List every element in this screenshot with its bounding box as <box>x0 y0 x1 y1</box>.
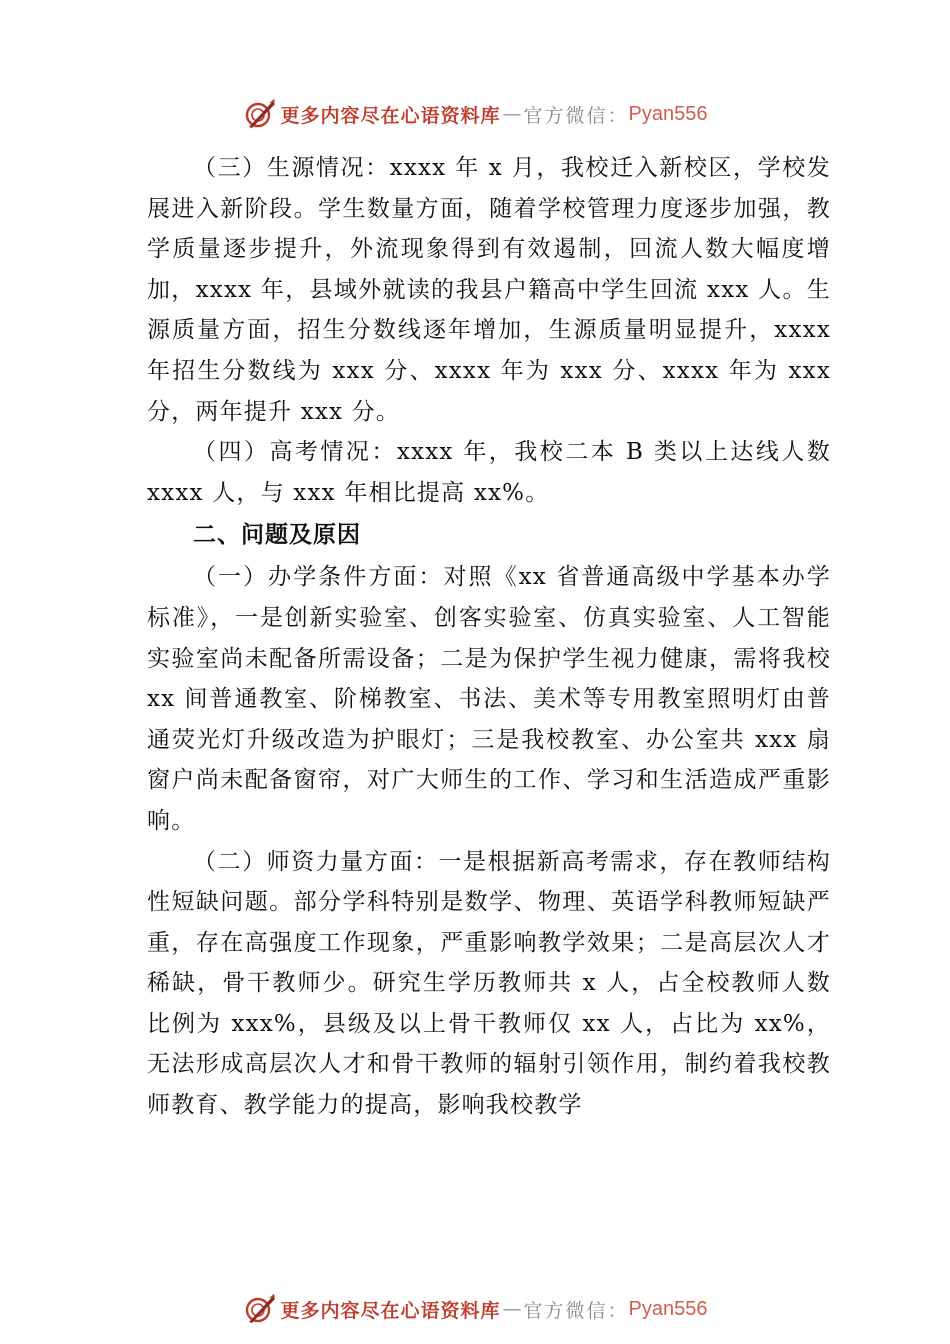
section-heading: 二、问题及原因 <box>193 522 361 549</box>
paragraph-school-conditions: （一）办学条件方面：对照《xx 省普通高级中学基本办学标准》，一是创新实验室、创客实验室、仿真实验室、人工智能实验室尚未配备所需设备；二是为保护学生视力健康，需将我校 xx 间普通教室、阶梯教室、书法、美术等专用教室照明灯由普通荧光灯升级改造为护眼灯；三是我校教室、办公室共 xxx 扇窗户尚未配备窗帘，对广大师生的工作、学习和生活造成严重影响。 <box>147 564 831 834</box>
watermark-brand: 更多内容尽在心语资料库 <box>280 104 501 127</box>
quill-seal-icon <box>243 97 277 131</box>
watermark-dash: — <box>502 103 522 125</box>
document-body <box>147 148 831 1126</box>
paragraph-teaching-staff: （二）师资力量方面：一是根据新高考需求，存在教师结构性短缺问题。部分学科特别是数学、物理、英语学科教师短缺严重，存在高强度工作现象，严重影响教学效果；二是高层次人才稀缺，骨干教师少。研究生学历教师共 x 人，占全校教师人数比例为 xxx%，县级及以上骨干教师仅 xx 人，占比为 xx%，无法形成高层次人才和骨干教师的辐射引领作用，制约着我校教师教育、教学能力的提高，影响我校教学 <box>147 848 831 1119</box>
watermark-id: Pyan556 <box>628 1297 708 1320</box>
watermark-brand: 更多内容尽在心语资料库 <box>280 1299 501 1322</box>
watermark-id: Pyan556 <box>628 102 708 125</box>
paragraph-college-exam: （四）高考情况：xxxx 年，我校二本 B 类以上达线人数 xxxx 人，与 xxx 年相比提高 xx%。 <box>147 439 831 506</box>
quill-seal-icon <box>243 1292 277 1326</box>
paragraph-student-source: （三）生源情况：xxxx 年 x 月，我校迁入新校区，学校发展进入新阶段。学生数量方面，随着学校管理力度逐步加强，教学质量逐步提升，外流现象得到有效遏制，回流人数大幅度增加，xxxx 年，县域外就读的我县户籍高中学生回流 xxx 人。生源质量方面，招生分数线逐年增加，生源质量明显提升，xxxx 年招生分数线为 xxx 分、xxxx 年为 xxx 分、xxxx 年为 xxx 分，两年提升 xxx 分。 <box>147 155 831 425</box>
footer-watermark <box>0 1289 950 1329</box>
header-watermark <box>0 94 950 134</box>
watermark-label: 官方微信： <box>523 104 629 127</box>
watermark-dash: — <box>502 1298 522 1320</box>
watermark-label: 官方微信： <box>523 1299 629 1322</box>
